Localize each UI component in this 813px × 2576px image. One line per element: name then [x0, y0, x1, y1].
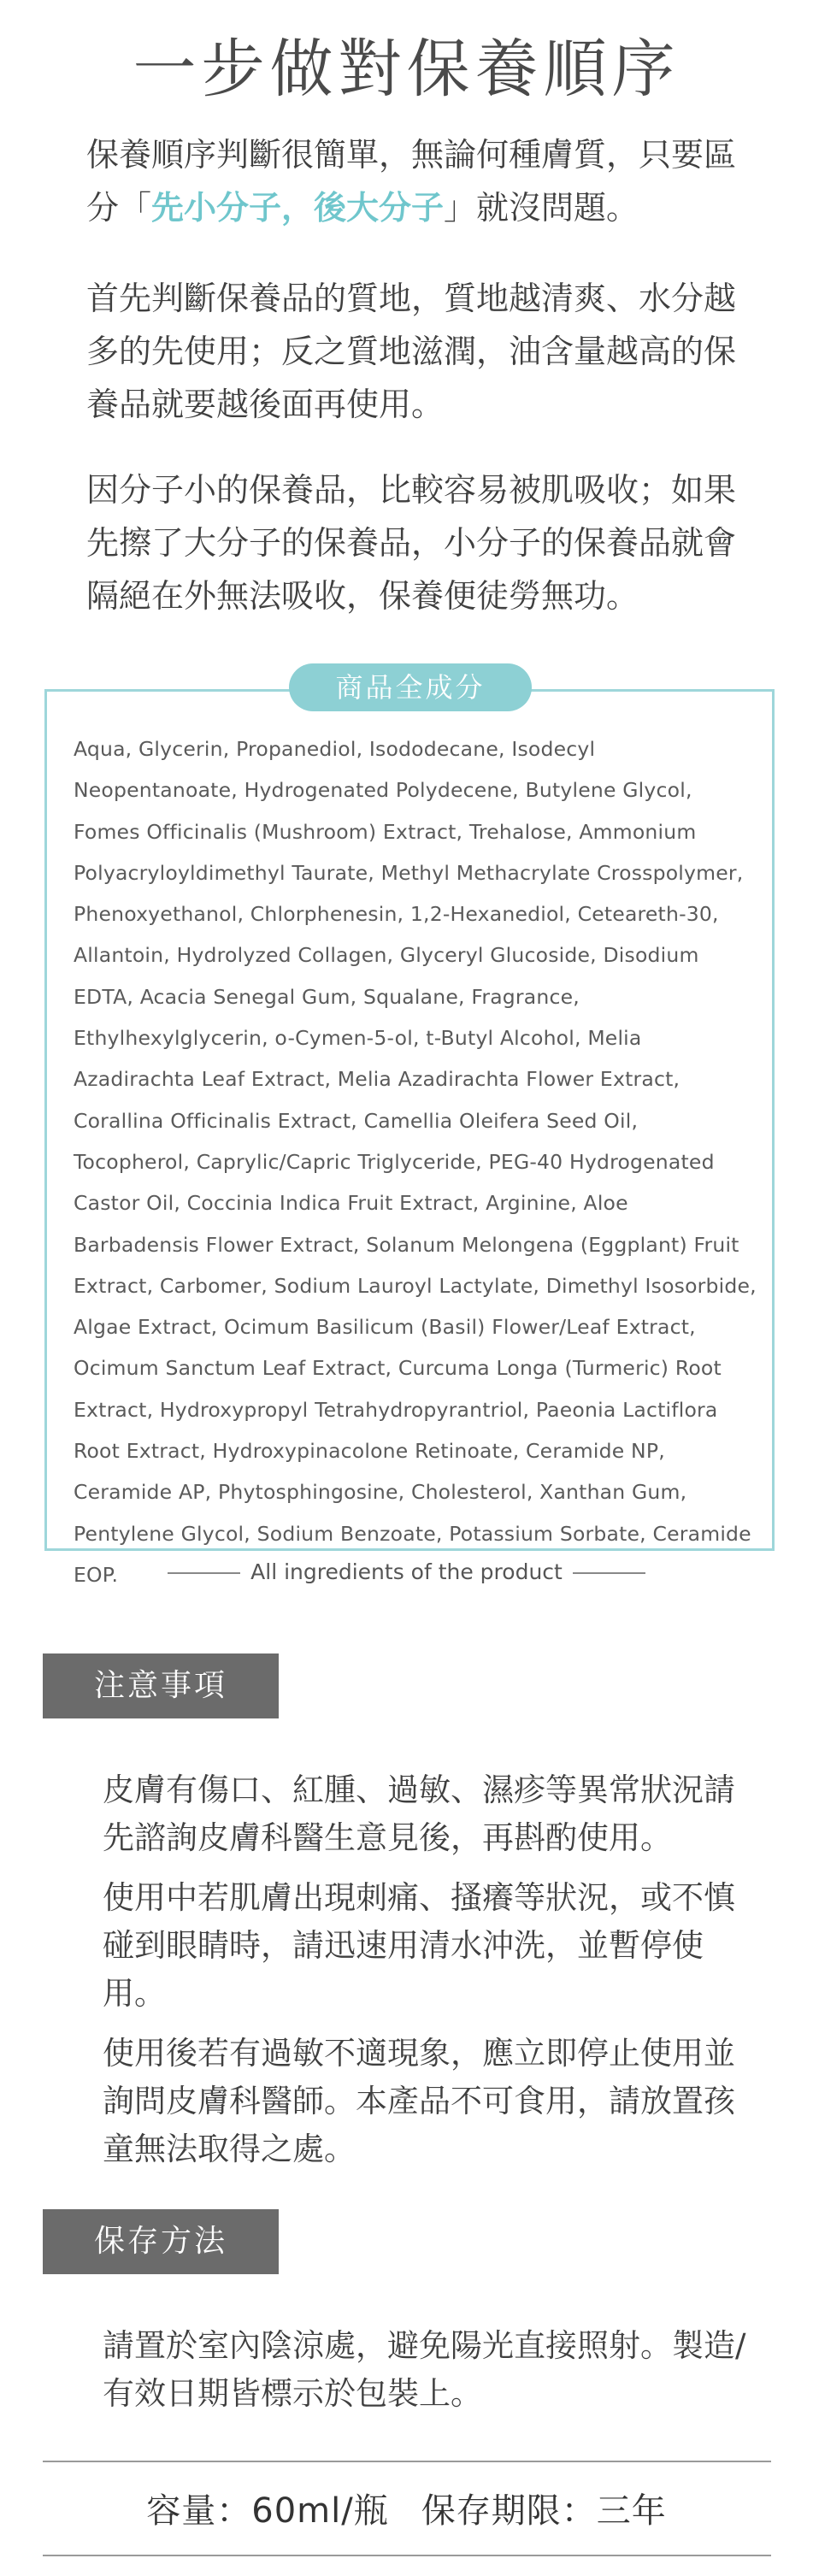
notice-item: 使用後若有過敏不適現象，應立即停止使用並詢問皮膚科醫師。本產品不可食用，請放置孩童無法取得之處。 — [103, 2035, 735, 2167]
intro-highlight: 先小分子，後大分子 — [151, 189, 445, 227]
shelf-life-label: 保存期限：三年 — [421, 2491, 667, 2531]
ingredients-caption — [0, 1559, 813, 1584]
page-title: 一步做對保養順序 — [133, 32, 680, 106]
capacity-label: 容量：60ml/瓶 — [146, 2491, 389, 2531]
intro-paragraph-3: 因分子小的保養品，比較容易被肌吸收；如果先擦了大分子的保養品，小分子的保養品就會隔絕在外無法吸收，保養便徒勞無功。 — [86, 471, 737, 615]
notice-item: 皮膚有傷口、紅腫、過敏、濕疹等異常狀況請先諮詢皮膚科醫生意見後，再斟酌使用。 — [103, 1771, 735, 1856]
intro-paragraph-1 — [86, 128, 753, 234]
ingredients-tag: 商品全成分 — [289, 663, 532, 711]
notice-item: 使用中若肌膚出現刺痛、搔癢等狀況，或不慎碰到眼睛時，請迅速用清水沖洗，並暫停使用。 — [103, 1879, 735, 2012]
footer-info — [0, 2484, 813, 2532]
caption-text: All ingredients of the product — [250, 1559, 563, 1584]
divider-bottom — [43, 2555, 771, 2556]
intro-text-end: 」就沒問題。 — [444, 189, 639, 227]
caption-dash-left — [168, 1572, 240, 1574]
divider-top — [43, 2461, 771, 2462]
caption-dash-right — [573, 1572, 645, 1574]
intro-text: 保養順序判斷很簡單，無論何種膚質，只要區分「 — [86, 136, 737, 227]
storage-heading: 保存方法 — [43, 2209, 279, 2274]
intro-paragraph-2: 首先判斷保養品的質地，質地越清爽、水分越多的先使用；反之質地滋潤，油含量越高的保養品就要越後面再使用。 — [86, 280, 737, 423]
notice-heading: 注意事項 — [43, 1653, 279, 1718]
storage-text: 請置於室內陰涼處，避免陽光直接照射。製造/有效日期皆標示於包裝上。 — [103, 2327, 746, 2412]
ingredients-list: Aqua, Glycerin, Propanediol, Isododecane, Isodecyl Neopentanoate, Hydrogenated Polydecene, Butylene Glycol, Fomes Officinalis (Mushroom) Extract, Trehalose, Ammonium Polyacryloyldimethyl Taurate, Methyl Methacrylate Crosspolymer, Phenoxyethanol, Chlorphenesin, 1,2-Hexanediol, Ceteareth-30, Allantoin, Hydrolyzed Collagen, Glyceryl Glucoside, Disodium EDTA, Acacia Senegal Gum, Squalane, Fragrance, Ethylhexylglycerin, o-Cymen-5-ol, t-Butyl Alcohol, Melia Azadirachta Leaf Extract, Melia Azadirachta Flower Extract, Corallina Officinalis Extract, Camellia Oleifera Seed Oil, Tocopherol, Caprylic/Capric Triglyceride, PEG-40 Hydrogenated Castor Oil, Coccinia Indica Fruit Extract, Arginine, Aloe Barbadensis Flower Extract, Solanum Melongena (Eggplant) Fruit Extract, Carbomer, Sodium Lauroyl Lactylate, Dimethyl Isosorbide, Algae Extract, Ocimum Basilicum (Basil) Flower/Leaf Extract, Ocimum Sanctum Leaf Extract, Curcuma Longa (Turmeric) Root Extract, Hydroxypropyl Tetrahydropyrantriol, Paeonia Lactiflora Root Extract, Hydroxypinacolone Retinoate, Ceramide NP, Ceramide AP, Phytosphingosine, Cholesterol, Xanthan Gum, Pentylene Glycol, Sodium Benzoate, Potassium Sorbate, Ceramide EOP. — [74, 737, 757, 1587]
